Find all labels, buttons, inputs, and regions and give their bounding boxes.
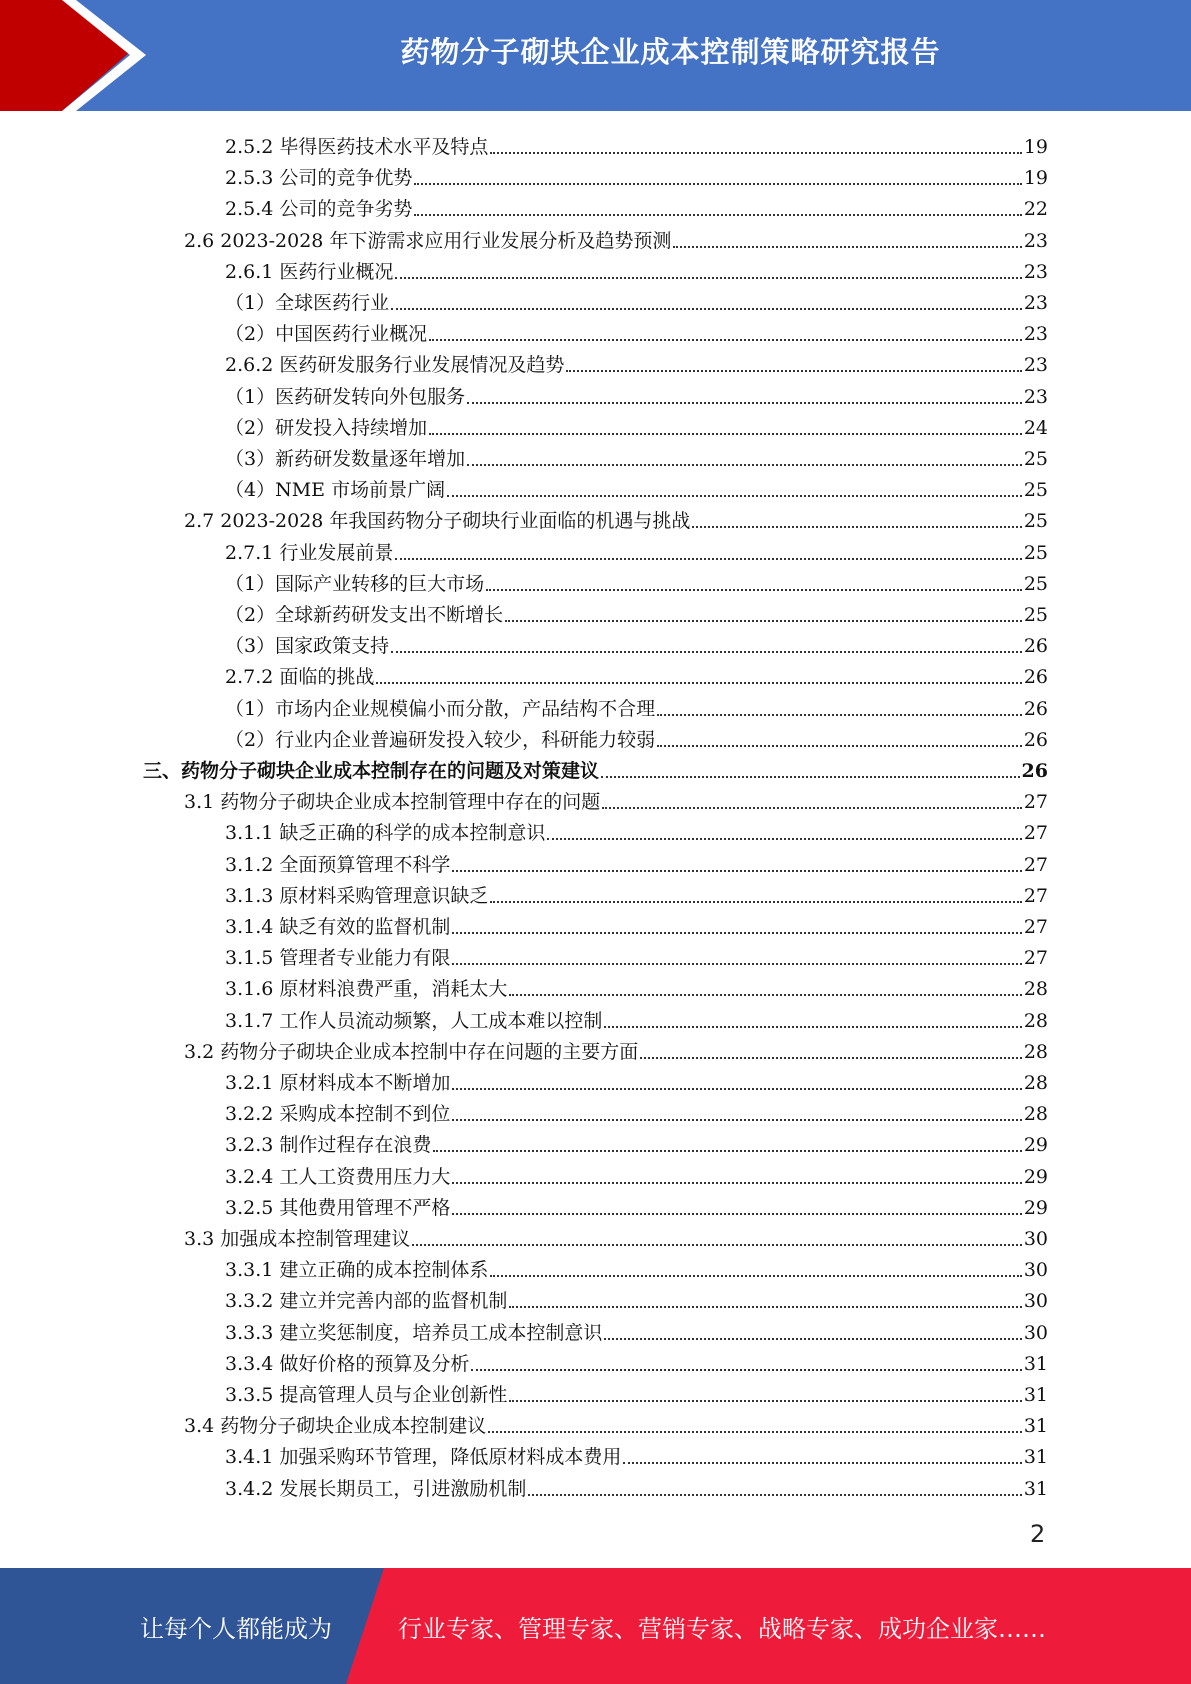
toc-dot-leader [395,557,1021,560]
toc-dot-leader [692,525,1021,528]
toc-entry-page: 31 [1023,1384,1048,1406]
toc-entry-page: 23 [1023,354,1048,377]
toc-entry[interactable] [225,159,1048,190]
toc-entry[interactable] [225,877,1048,908]
toc-entry[interactable] [225,378,1048,409]
toc-entry[interactable] [225,1064,1048,1095]
toc-entry-page: 29 [1023,1196,1048,1219]
toc-entry-title: 3.1.7 工作人员流动频繁，人工成本难以控制 [225,1009,603,1032]
toc-entry-page: 30 [1023,1228,1048,1250]
toc-entry-page: 28 [1023,1040,1048,1063]
toc-entry[interactable] [225,315,1048,346]
toc-entry-page: 27 [1023,916,1048,938]
toc-dot-leader [486,588,1022,591]
toc-entry-title: 3.3.3 建立奖惩制度，培养员工成本控制意识 [225,1321,603,1344]
toc-entry[interactable] [225,346,1048,377]
toc-entry[interactable] [225,1158,1048,1189]
toc-dot-leader [452,1118,1021,1121]
toc-entry[interactable] [225,627,1048,658]
toc-dot-leader [490,1274,1021,1277]
toc-entry-page: 31 [1023,1415,1048,1438]
toc-entry-title: 3.1.4 缺乏有效的监督机制 [225,916,451,938]
toc-entry-page: 19 [1023,167,1048,190]
page-number: 2 [1030,1520,1046,1548]
toc-entry[interactable] [225,190,1048,221]
toc-dot-leader [391,307,1022,310]
toc-entry-title: 3.1.3 原材料采购管理意识缺乏 [225,884,489,907]
toc-entry[interactable] [184,783,1048,814]
toc-entry-title: 2.5.2 毕得医药技术水平及特点 [225,136,489,158]
toc-dot-leader [395,276,1021,279]
toc-entry-title: （2）行业内企业普遍研发投入较少，科研能力较弱 [225,728,656,751]
toc-entry[interactable] [184,1220,1048,1251]
toc-entry[interactable] [225,1314,1048,1345]
toc-dot-leader [412,1243,1022,1246]
page-header [0,0,1191,111]
toc-dot-leader [657,713,1022,716]
toc-entry-page: 30 [1023,1259,1048,1282]
toc-dot-leader [452,962,1021,965]
toc-entry[interactable] [225,908,1048,939]
toc-dot-leader [509,1399,1021,1402]
footer-slogan-left: 让每个人都能成为 [140,1614,332,1643]
toc-entry-title: 2.6.2 医药研发服务行业发展情况及趋势 [225,354,565,377]
toc-entry-page: 27 [1023,853,1048,876]
toc-entry-page: 31 [1023,1352,1048,1375]
toc-entry-page: 27 [1023,884,1048,907]
toc-entry-page: 25 [1023,604,1048,626]
toc-entry-title: （1）医药研发转向外包服务 [225,385,466,408]
toc-entry[interactable] [225,1002,1048,1033]
toc-dot-leader [376,681,1021,684]
toc-entry[interactable] [184,222,1048,253]
toc-entry-page: 23 [1023,229,1048,252]
toc-entry-page: 26 [1023,635,1048,658]
toc-entry-title: 3.2.1 原材料成本不断增加 [225,1072,451,1094]
toc-entry-title: 3.4.2 发展长期员工，引进激励机制 [225,1477,527,1500]
toc-entry-page: 25 [1023,448,1048,470]
toc-entry-title: 2.7 2023-2028 年我国药物分子砌块行业面临的机遇与挑战 [184,510,691,533]
toc-entry-page: 26 [1023,697,1048,720]
toc-entry[interactable] [225,128,1048,159]
toc-entry[interactable] [225,565,1048,596]
toc-entry[interactable] [225,253,1048,284]
toc-entry-page: 30 [1023,1321,1048,1344]
toc-entry-title: （3）国家政策支持 [225,635,390,658]
toc-entry-page: 27 [1023,822,1048,845]
toc-entry-page: 23 [1023,385,1048,408]
toc-entry-title: 3.1.5 管理者专业能力有限 [225,947,451,970]
toc-dot-leader [433,1149,1021,1152]
toc-entry[interactable] [184,1033,1048,1064]
toc-entry-title: 3.3.2 建立并完善内部的监督机制 [225,1290,508,1313]
toc-dot-leader [490,900,1021,903]
page-footer [0,1568,1191,1684]
toc-entry-page: 25 [1023,541,1048,564]
toc-entry-title: （1）市场内企业规模偏小而分散，产品结构不合理 [225,697,656,720]
toc-entry[interactable] [225,721,1048,752]
toc-dot-leader [467,463,1022,466]
toc-entry[interactable] [225,1470,1048,1501]
toc-entry-title: 2.6.1 医药行业概况 [225,260,394,283]
toc-dot-leader [623,1461,1021,1464]
toc-dot-leader [452,931,1021,934]
toc-entry[interactable] [225,658,1048,689]
toc-entry-title: （2）研发投入持续增加 [225,416,428,439]
toc-dot-leader [657,744,1022,747]
toc-entry-page: 27 [1023,791,1048,814]
toc-dot-leader [604,1337,1021,1340]
toc-entry-page: 25 [1023,479,1048,502]
toc-entry[interactable] [225,814,1048,845]
toc-entry[interactable] [225,596,1048,627]
toc-entry-page: 27 [1023,947,1048,970]
toc-entry[interactable] [225,471,1048,502]
toc-entry-title: 3.2.5 其他费用管理不严格 [225,1196,451,1219]
toc-dot-leader [414,213,1021,216]
toc-entry-page: 23 [1023,260,1048,283]
toc-entry-page: 19 [1023,136,1048,158]
toc-dot-leader [429,338,1022,341]
toc-entry-title: 3.1 药物分子砌块企业成本控制管理中存在的问题 [184,791,601,814]
toc-dot-leader [488,1430,1022,1433]
toc-entry[interactable] [225,534,1048,565]
toc-entry-title: 3.3.5 提高管理人员与企业创新性 [225,1384,508,1406]
toc-entry[interactable] [225,1126,1048,1157]
toc-dot-leader [490,151,1021,154]
toc-dot-leader [528,1493,1021,1496]
toc-dot-leader [429,432,1022,435]
toc-dot-leader [601,775,1020,778]
toc-entry-title: 3.1.1 缺乏正确的科学的成本控制意识 [225,822,546,845]
toc-entry-page: 29 [1023,1134,1048,1157]
toc-dot-leader [391,650,1022,653]
toc-entry-title: （1）全球医药行业 [225,292,390,314]
toc-entry-page: 26 [1023,728,1048,751]
toc-entry-title: 2.7.2 面临的挑战 [225,666,375,689]
toc-entry[interactable] [225,1095,1048,1126]
toc-entry-title: （4）NME 市场前景广阔 [225,479,446,502]
toc-entry-page: 23 [1023,292,1048,314]
toc-entry-title: 3.3.1 建立正确的成本控制体系 [225,1259,489,1282]
toc-entry-page: 30 [1023,1290,1048,1313]
toc-entry-title: 3.1.6 原材料浪费严重，消耗太大 [225,978,508,1001]
document-title: 药物分子砌块企业成本控制策略研究报告 [400,34,941,69]
toc-entry[interactable] [184,1407,1048,1438]
toc-entry-page: 28 [1023,1103,1048,1126]
toc-dot-leader [566,369,1021,372]
toc-dot-leader [452,1087,1021,1090]
toc-dot-leader [505,619,1022,622]
toc-entry[interactable] [184,502,1048,533]
toc-dot-leader [673,245,1021,248]
toc-entry-page: 25 [1023,572,1048,595]
toc-entry-page: 31 [1023,1446,1048,1469]
toc-entry-title: 2.5.3 公司的竞争优势 [225,167,413,190]
toc-entry[interactable] [225,284,1048,315]
toc-entry-page: 28 [1023,978,1048,1001]
toc-entry-title: 3.2 药物分子砌块企业成本控制中存在问题的主要方面 [184,1040,639,1063]
toc-entry-page: 25 [1023,510,1048,533]
toc-entry-title: 3.3.4 做好价格的预算及分析 [225,1352,470,1375]
toc-entry[interactable] [225,409,1048,440]
toc-entry[interactable] [225,1345,1048,1376]
toc-entry-page: 22 [1023,198,1048,221]
toc-entry-title: （3）新药研发数量逐年增加 [225,448,466,470]
toc-entry-page: 24 [1023,416,1048,439]
toc-dot-leader [509,993,1021,996]
toc-entry-title: 2.6 2023-2028 年下游需求应用行业发展分析及趋势预测 [184,229,672,252]
toc-dot-leader [447,494,1022,497]
toc-entry-title: 3.2.2 采购成本控制不到位 [225,1103,451,1126]
toc-entry-title: 3.2.3 制作过程存在浪费 [225,1134,432,1157]
toc-dot-leader [414,182,1021,185]
toc-entry-title: （2）中国医药行业概况 [225,323,428,346]
toc-entry-title: 3.3 加强成本控制管理建议 [184,1228,411,1250]
toc-entry-page: 31 [1023,1477,1048,1500]
toc-entry[interactable] [225,1376,1048,1407]
toc-entry[interactable] [143,752,1048,783]
toc-entry[interactable] [225,1189,1048,1220]
toc-entry-page: 28 [1023,1072,1048,1094]
toc-entry-title: 3.1.2 全面预算管理不科学 [225,853,451,876]
toc-dot-leader [509,1305,1021,1308]
toc-entry[interactable] [225,939,1048,970]
toc-dot-leader [471,1368,1021,1371]
toc-entry[interactable] [225,970,1048,1001]
toc-dot-leader [640,1056,1022,1059]
toc-entry-title: 2.7.1 行业发展前景 [225,541,394,564]
toc-dot-leader [452,1212,1021,1215]
toc-entry-title: （1）国际产业转移的巨大市场 [225,572,485,595]
toc-entry-title: （2）全球新药研发支出不断增长 [225,604,504,626]
toc-dot-leader [452,1181,1021,1184]
toc-entry-page: 26 [1023,666,1048,689]
toc-entry[interactable] [225,1251,1048,1282]
toc-entry-page: 29 [1023,1165,1048,1188]
toc-dot-leader [604,1025,1021,1028]
toc-dot-leader [452,869,1021,872]
toc-entry[interactable] [225,1282,1048,1313]
toc-dot-leader [547,837,1021,840]
footer-slogan-right: 行业专家、管理专家、营销专家、战略专家、成功企业家…… [398,1614,1046,1643]
toc-entry[interactable] [225,440,1048,471]
toc-entry-page: 23 [1023,323,1048,346]
toc-entry-title: 3.4 药物分子砌块企业成本控制建议 [184,1415,487,1438]
toc-entry-title: 3.2.4 工人工资费用压力大 [225,1165,451,1188]
toc-entry-title: 三、药物分子砌块企业成本控制存在的问题及对策建议 [143,760,600,782]
toc-entry-title: 2.5.4 公司的竞争劣势 [225,198,413,221]
toc-dot-leader [467,401,1022,404]
toc-entry-title: 3.4.1 加强采购环节管理，降低原材料成本费用 [225,1446,622,1469]
toc-entry-page: 26 [1021,760,1048,782]
toc-entry[interactable] [225,1438,1048,1469]
toc-entry[interactable] [225,846,1048,877]
toc-dot-leader [602,806,1022,809]
toc-entry[interactable] [225,690,1048,721]
toc-entry-page: 28 [1023,1009,1048,1032]
